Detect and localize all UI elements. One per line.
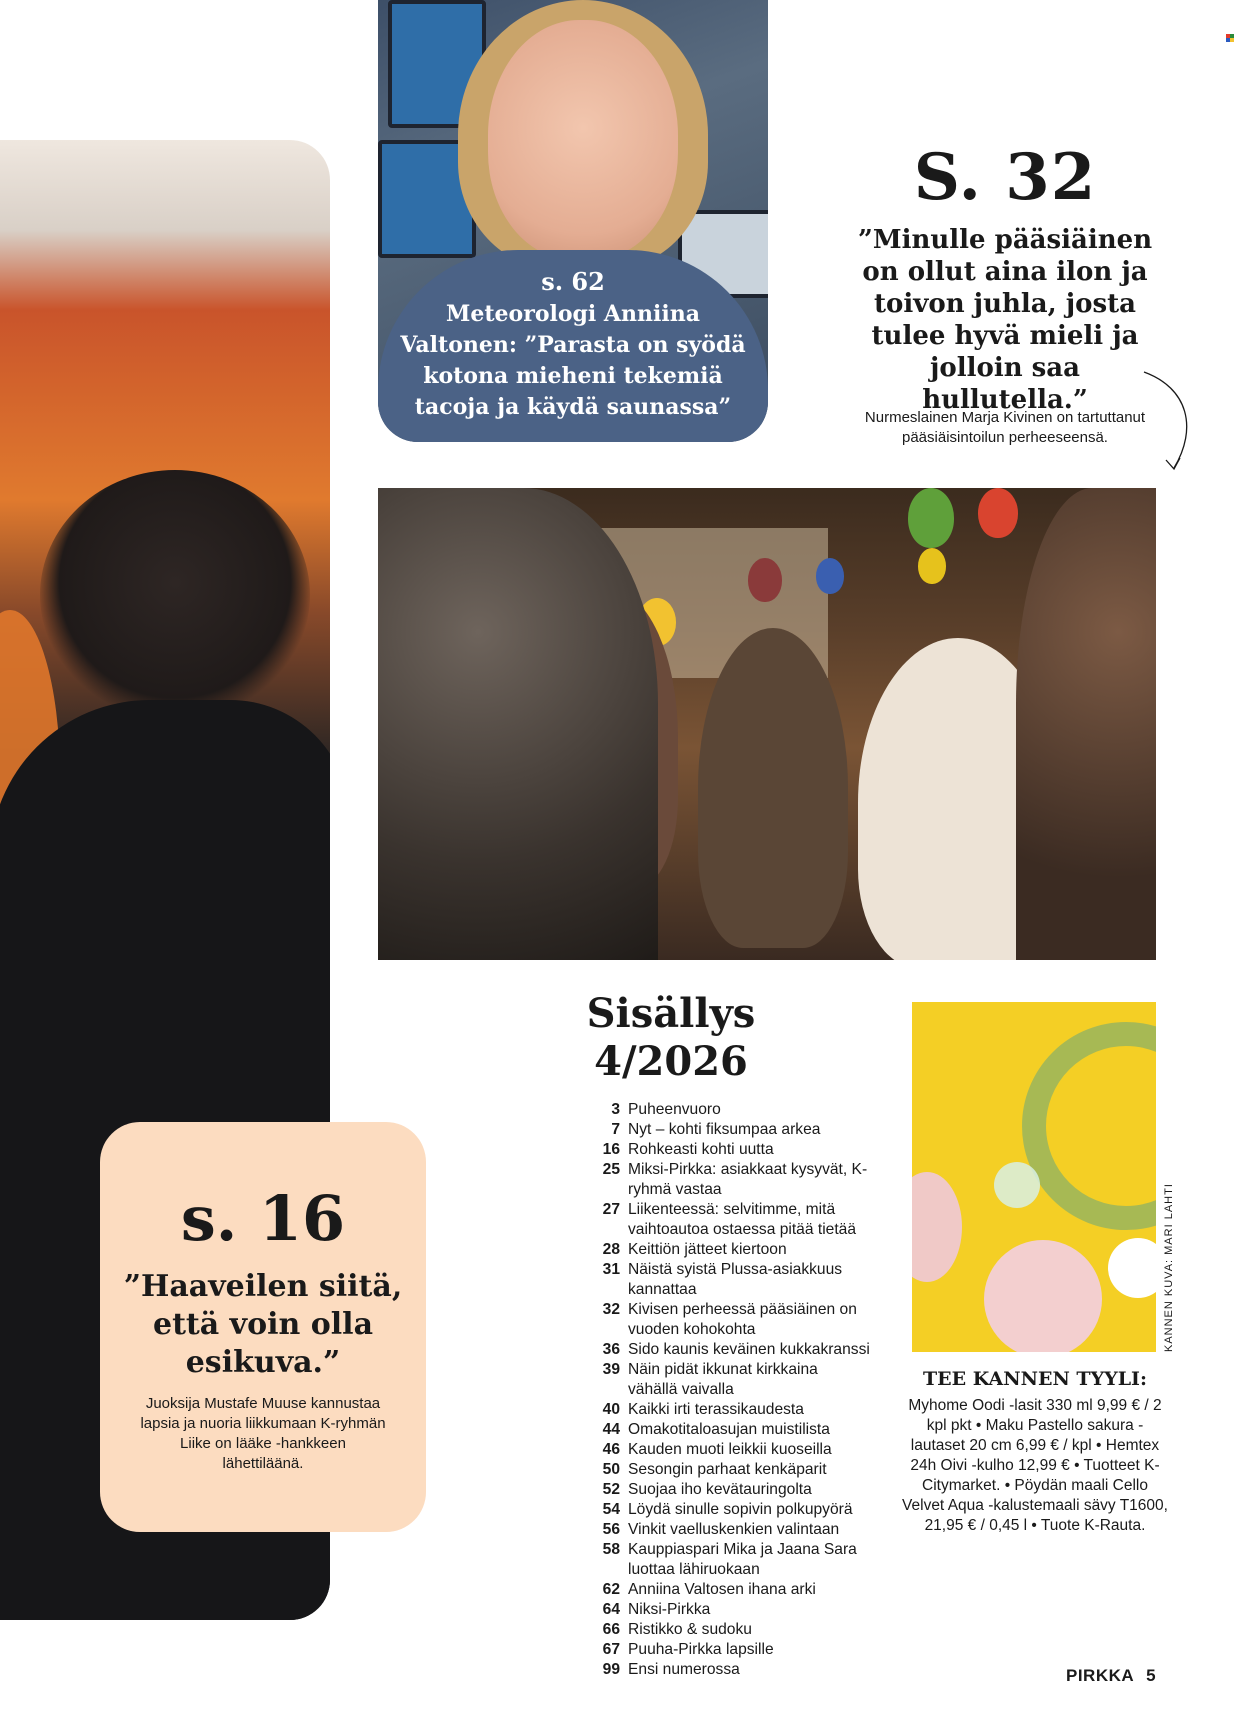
contents-item-title: Kivisen perheessä pääsiäinen on vuoden kohokohta	[628, 1301, 857, 1338]
child-head-shape	[40, 470, 310, 720]
contents-item[interactable]	[470, 1160, 870, 1200]
contents-item[interactable]	[470, 1120, 870, 1140]
foreground-person-left	[378, 488, 658, 960]
contents-item[interactable]	[470, 1360, 870, 1400]
cover-style-heading: TEE KANNEN TYYLI:	[923, 1368, 1147, 1390]
contents-item-title: Löydä sinulle sopivin polkupyörä	[628, 1501, 853, 1518]
contents-item-page: 3	[611, 1101, 620, 1118]
contents-item-title: Näin pidät ikkunat kirkkaina vähällä vaivalla	[628, 1361, 818, 1398]
contents-item[interactable]	[470, 1580, 870, 1600]
contents-item-title: Puuha-Pirkka lapsille	[628, 1641, 774, 1658]
plate-shape	[912, 1172, 962, 1282]
feature-32-quote: ”Minulle pääsiäinen on ollut aina ilon ja toivon juhla, josta tulee hyvä mieli ja jolloin saa hullutella.”	[857, 225, 1153, 415]
contents-item-page: 36	[602, 1341, 620, 1358]
magazine-name: PIRKKA	[1066, 1666, 1135, 1685]
contents-item-page: 16	[602, 1141, 620, 1158]
contents-item-page: 58	[602, 1541, 620, 1558]
contents-item-title: Keittiön jätteet kiertoon	[628, 1241, 787, 1258]
contents-item-page: 46	[602, 1441, 620, 1458]
family-celebration-photo[interactable]	[378, 488, 1156, 960]
balloon-shape	[978, 488, 1018, 538]
feature-16-note: Juoksija Mustafe Muuse kannustaa lapsia ja nuoria liikkumaan K-ryhmän Liike on lääke -hankkeen lähettiläänä.	[140, 1395, 386, 1472]
balloon-shape	[918, 548, 946, 584]
contents-item[interactable]	[470, 1100, 870, 1120]
contents-heading	[556, 990, 786, 1086]
contents-item-title: Liikenteessä: selvitimme, mitä vaihtoautoa ostaessa pitää tietää	[628, 1201, 857, 1238]
glass-shape	[994, 1162, 1040, 1208]
contents-item[interactable]	[470, 1540, 870, 1580]
contents-item-title: Rohkeasti kohti uutta	[628, 1141, 774, 1158]
portrait-caption	[398, 266, 748, 423]
contents-item[interactable]	[470, 1500, 870, 1520]
bowl-shape	[1108, 1238, 1156, 1298]
contents-title: Sisällys	[586, 990, 756, 1037]
contents-issue: 4/2026	[594, 1038, 748, 1085]
person-shape	[698, 628, 848, 948]
contents-item-title: Sido kaunis keväinen kukkakranssi	[628, 1341, 870, 1358]
contents-item[interactable]	[470, 1520, 870, 1540]
contents-item-page: 67	[602, 1641, 620, 1658]
contents-item-title: Puheenvuoro	[628, 1101, 721, 1118]
contents-item-page: 25	[602, 1161, 620, 1178]
contents-item-page: 62	[602, 1581, 620, 1598]
contents-item-page: 39	[602, 1361, 620, 1378]
contents-item[interactable]	[470, 1260, 870, 1300]
contents-item-page: 28	[602, 1241, 620, 1258]
contents-item-title: Omakotitaloasujan muistilista	[628, 1421, 830, 1438]
contents-item-page: 32	[602, 1301, 620, 1318]
color-mark-icon	[1226, 34, 1234, 42]
contents-item-title: Niksi-Pirkka	[628, 1601, 711, 1618]
contents-item-title: Kaikki irti terassikaudesta	[628, 1401, 804, 1418]
page-number: 5	[1146, 1666, 1157, 1685]
contents-item-title: Anniina Valtosen ihana arki	[628, 1581, 816, 1598]
balloon-shape	[908, 488, 954, 548]
cover-credit: KANNEN KUVA: MARI LAHTI	[1163, 1183, 1175, 1352]
contents-item-title: Nyt – kohti fiksumpaa arkea	[628, 1121, 821, 1138]
contents-list	[470, 1100, 870, 1680]
contents-item[interactable]	[470, 1200, 870, 1240]
contents-item[interactable]	[470, 1140, 870, 1160]
feature-32-quote-block	[850, 140, 1160, 416]
curved-arrow-icon	[1140, 368, 1200, 478]
feature-16-page-ref: s. 16	[180, 1182, 346, 1255]
contents-item-title: Miksi-Pirkka: asiakkaat kysyvät, K-ryhmä vastaa	[628, 1161, 868, 1198]
face-shape	[488, 20, 678, 260]
balloon-shape	[748, 558, 782, 602]
contents-item-page: 64	[602, 1601, 620, 1618]
contents-item-page: 44	[602, 1421, 620, 1438]
contents-item-title: Ensi numerossa	[628, 1661, 740, 1678]
flower-wreath-shape	[1022, 1022, 1156, 1230]
contents-item[interactable]	[470, 1460, 870, 1480]
contents-item-title: Näistä syistä Plussa-asiakkuus kannattaa	[628, 1261, 843, 1298]
cover-style-box	[900, 1368, 1170, 1536]
contents-item-page: 99	[602, 1661, 620, 1678]
page-footer	[1066, 1666, 1156, 1686]
contents-item-title: Kauppiaspari Mika ja Jaana Sara luottaa lähiruokaan	[628, 1541, 857, 1578]
feature-16-card[interactable]	[100, 1122, 426, 1532]
contents-item-page: 56	[602, 1521, 620, 1538]
cover-style-text: Myhome Oodi -lasit 330 ml 9,99 € / 2 kpl pkt • Maku Pastello sakura -lautaset 20 cm 6,99 € / kpl • Hemtex 24h Oivi -kulho 12,99 € • Tuotteet K-Citymarket. • Pöydän maali Cello Velvet Aqua -kalustemaali sävy T1600, 21,95 € / 0,45 l • Tuote K-Rauta.	[902, 1397, 1168, 1534]
contents-item-page: 7	[611, 1121, 620, 1138]
contents-item[interactable]	[470, 1440, 870, 1460]
contents-item[interactable]	[470, 1400, 870, 1420]
portrait-page-ref: s. 62	[541, 267, 605, 296]
portrait-caption-text: Meteorologi Anniina Valtonen: ”Parasta on syödä kotona mieheni tekemiä tacoja ja käydä saunassa”	[400, 301, 746, 420]
foreground-person-right	[1016, 488, 1156, 960]
contents-item[interactable]	[470, 1340, 870, 1360]
feature-32-note: Nurmeslainen Marja Kivinen on tartuttanut pääsiäisintoilun perheeseensä.	[864, 409, 1146, 446]
contents-item-page: 31	[602, 1261, 620, 1278]
contents-item[interactable]	[470, 1600, 870, 1620]
contents-item-title: Kauden muoti leikkii kuoseilla	[628, 1441, 832, 1458]
contents-item-page: 52	[602, 1481, 620, 1498]
contents-item-title: Vinkit vaelluskenkien valintaan	[628, 1521, 840, 1538]
contents-item[interactable]	[470, 1480, 870, 1500]
contents-item-title: Ristikko & sudoku	[628, 1621, 752, 1638]
contents-item[interactable]	[470, 1660, 870, 1680]
contents-item-page: 66	[602, 1621, 620, 1638]
contents-item[interactable]	[470, 1620, 870, 1640]
contents-item-title: Suojaa iho kevätauringolta	[628, 1481, 812, 1498]
contents-item-page: 40	[602, 1401, 620, 1418]
feature-16-quote: ”Haaveilen siitä, että voin olla esikuva.”	[123, 1269, 403, 1380]
contents-item-page: 27	[602, 1201, 620, 1218]
contents-item[interactable]	[470, 1240, 870, 1260]
contents-item[interactable]	[470, 1640, 870, 1660]
meteorologist-portrait[interactable]	[378, 0, 768, 442]
contents-item[interactable]	[470, 1300, 870, 1340]
contents-item-page: 54	[602, 1501, 620, 1518]
cover-photo[interactable]	[912, 1002, 1156, 1352]
contents-item-title: Sesongin parhaat kenkäparit	[628, 1461, 827, 1478]
contents-item-page: 50	[602, 1461, 620, 1478]
balloon-shape	[816, 558, 844, 594]
feature-32-page-ref: S. 32	[913, 140, 1097, 215]
plate-shape	[984, 1240, 1102, 1352]
contents-item[interactable]	[470, 1420, 870, 1440]
